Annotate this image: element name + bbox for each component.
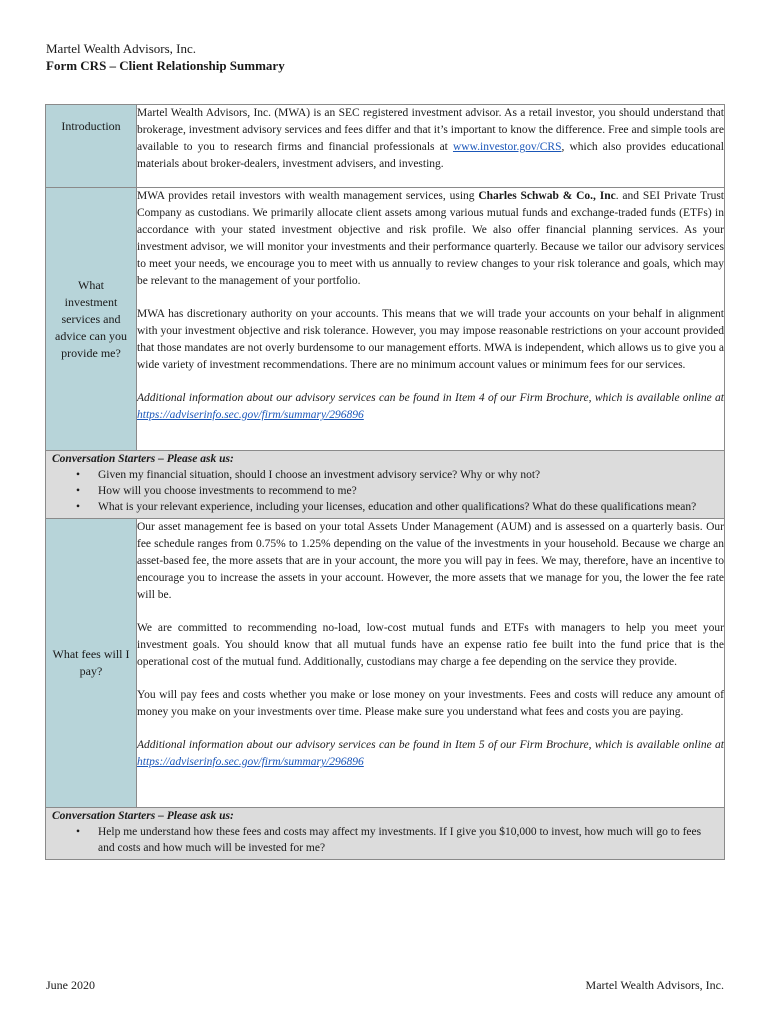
introduction-body (137, 105, 725, 188)
introduction-label: Introduction (46, 105, 137, 188)
fees-row (46, 519, 725, 808)
fees-paragraph-3: You will pay fees and costs whether you make or lose money on your investments. Fees and costs will reduce any amount of money you make on your investments over time. Please make sure you understand what fees and costs you are paying. (137, 689, 724, 718)
conversation-starters-1 (46, 451, 725, 519)
footer-date: June 2020 (46, 978, 95, 992)
services-paragraph-1: MWA provides retail investors with wealth management services, using Charles Schwab & Co., Inc. and SEI Private Trust Company as custodians. We primarily allocate client assets among various mutual funds and exchange-traded funds (ETFs) in accordance with your stated investment objective and risk profile. We also offer financial planning services. As your investment advisor, we will monitor your investments and their performance quarterly. Because we tailor our advisory services to meet your needs, we encourage you to meet with us annually to review changes to your risk tolerance and goals, which may be relevant to the management of your portfolio. (137, 190, 724, 287)
conversation-starters-title: Conversation Starters – Please ask us: (52, 453, 234, 465)
starter-question: • What is your relevant experience, including your licenses, education and other qualifications? What do these qualifications mean? (98, 499, 718, 515)
fees-body (137, 519, 725, 808)
investor-gov-link[interactable]: www.investor.gov/CRS (452, 141, 562, 153)
firm-name: Martel Wealth Advisors, Inc. (46, 41, 196, 56)
introduction-text: Martel Wealth Advisors, Inc. (MWA) is an SEC registered investment advisor. As a retail investor, you should understand that brokerage, investment advisory services and fees differ and that it’s important to know the difference. Free and simple tools are available to you to research firms and financial professionals at www.investor.gov/CRS, which also provides educational materials about broker-dealers, investment advisers, and investing. (137, 107, 724, 170)
crs-table (45, 104, 725, 860)
form-title: Form CRS – Client Relationship Summary (46, 58, 285, 73)
fees-additional-info: Additional information about our advisory services can be found in Item 5 of our Firm Brochure, which is available online at https://adviserinfo.sec.gov/firm/summary/296896 (137, 739, 724, 768)
starter-questions-list (52, 824, 718, 856)
starter-questions-list (52, 467, 718, 515)
starter-question: • Help me understand how these fees and costs may affect my investments. If I give you $10,000 to invest, how much will go to fees and costs and how much will be invested for me? (98, 824, 718, 856)
footer-firm-name: Martel Wealth Advisors, Inc. (585, 978, 724, 992)
services-label: What investment services and advice can you provide me? (46, 188, 137, 451)
conversation-starters-title: Conversation Starters – Please ask us: (52, 810, 234, 822)
conversation-starters-1-cell (46, 451, 725, 519)
introduction-row (46, 105, 725, 188)
services-row (46, 188, 725, 451)
services-body (137, 188, 725, 451)
document-header (46, 40, 285, 74)
starter-question: • Given my financial situation, should I choose an investment advisory service? Why or why not? (98, 467, 718, 483)
adviserinfo-link-item4[interactable]: https://adviserinfo.sec.gov/firm/summary/296896 (137, 409, 364, 421)
conversation-starters-2-cell (46, 808, 725, 860)
services-additional-info: Additional information about our advisory services can be found in Item 4 of our Firm Brochure, which is available online at https://adviserinfo.sec.gov/firm/summary/296896 (137, 392, 724, 421)
adviserinfo-link-item5[interactable]: https://adviserinfo.sec.gov/firm/summary/296896 (137, 756, 364, 768)
fees-paragraph-2: We are committed to recommending no-load, low-cost mutual funds and ETFs with managers to help you meet your investment goals. You should know that all mutual funds have an expense ratio fee built into the fund price that is the operational cost of the mutual fund. Additionally, custodians may charge a fee depending on the service they provide. (137, 622, 724, 668)
starter-question: • How will you choose investments to recommend to me? (98, 483, 718, 499)
conversation-starters-2 (46, 808, 725, 860)
fees-paragraph-1: Our asset management fee is based on your total Assets Under Management (AUM) and is assessed on a quarterly basis. Our fee schedule ranges from 0.75% to 1.25% depending on the value of the investments in your household. Because we charge an asset-based fee, the more assets that are in your account, the more you will pay in fees. We may, therefore, have an incentive to encourage you to increase the assets in your account. However, the more assets that we manage for you, the lower the fee rate will be. (137, 521, 724, 601)
services-paragraph-2: MWA has discretionary authority on your accounts. This means that we will trade your accounts on your behalf in alignment with your investment objective and risk tolerance. However, you may impose reasonable restrictions on your account provided that those mandates are not overly burdensome to our management efforts. MWA is independent, which allows us to give you a wide variety of investment recommendations. There are no minimum account values or minimum fees for our services. (137, 308, 724, 371)
fees-label: What fees will I pay? (46, 519, 137, 808)
schwab-name: Charles Schwab & Co., Inc (478, 190, 616, 202)
